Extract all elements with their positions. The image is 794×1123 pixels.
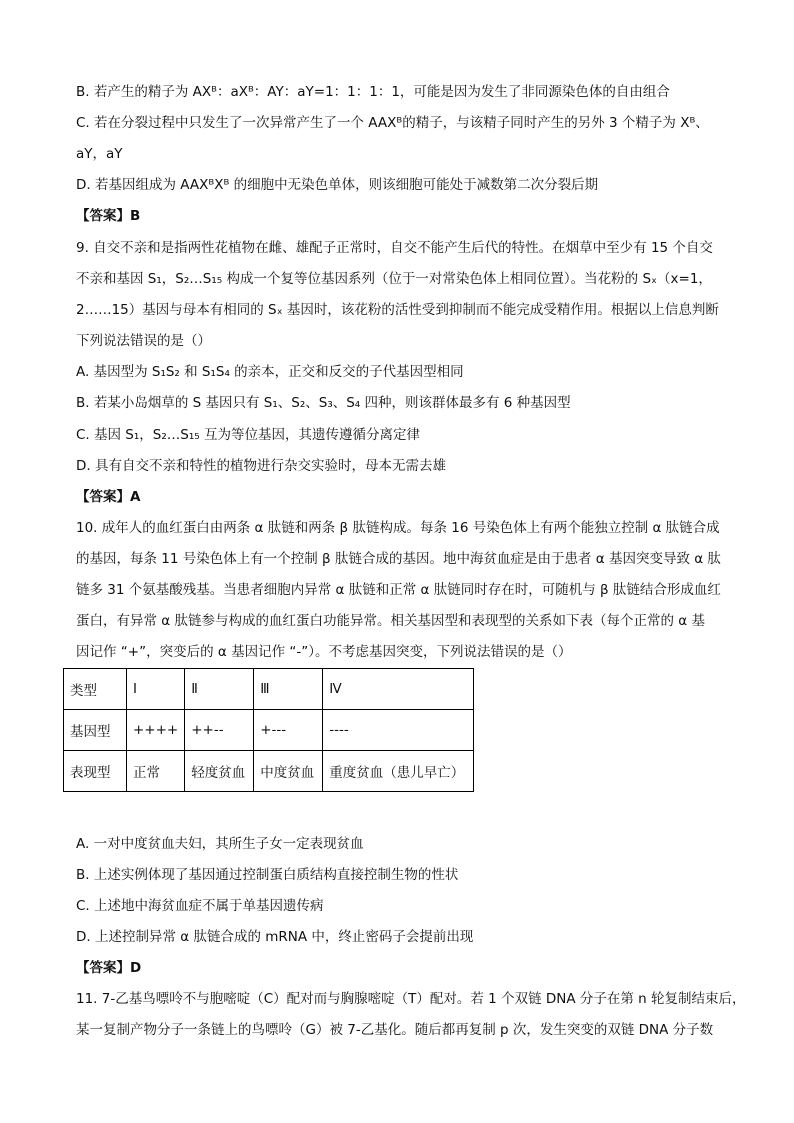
q10-stem-line5: 因记作 “+”，突变后的 α 基因记作 “-”）。不考虑基因突变，下列说法错误的是（） xyxy=(76,644,572,660)
genotype-phenotype-table xyxy=(63,668,474,792)
q9-stem-line2: 不亲和基因 S₁，S₂…S₁₅ 构成一个复等位基因系列（位于一对常染色体上相同位置）。当花粉的 Sₓ（x=1， xyxy=(76,271,712,287)
q8-answer: 【答案】B xyxy=(76,208,141,224)
q11-stem-line1: 11. 7-乙基鸟嘌呤不与胞嘧啶（C）配对而与胸腺嘧啶（T）配对。若 1 个双链 DNA 分子在第 n 轮复制结束后， xyxy=(76,991,746,1007)
q10-option-c: C. 上述地中海贫血症不属于单基因遗传病 xyxy=(76,898,324,914)
table-row xyxy=(64,669,474,710)
q9-option-a: A. 基因型为 S₁S₂ 和 S₁S₄ 的亲本，正交和反交的子代基因型相同 xyxy=(76,364,464,380)
table-cell: 类型 xyxy=(64,669,127,710)
q8-option-c-line2: aY，aY xyxy=(76,146,123,162)
table-row xyxy=(64,710,474,751)
q10-option-a: A. 一对中度贫血夫妇，其所生子女一定表现贫血 xyxy=(76,836,364,852)
q10-stem-line4: 蛋白，有异常 α 肽链参与构成的血红蛋白功能异常。相关基因型和表现型的关系如下表（每个正常的 α 基 xyxy=(76,613,705,629)
q9-option-c: C. 基因 S₁，S₂…S₁₅ 互为等位基因，其遗传遵循分离定律 xyxy=(76,427,420,443)
q9-stem-line1: 9. 自交不亲和是指两性花植物在雌、雄配子正常时，自交不能产生后代的特性。在烟草中至少有 15 个自交 xyxy=(76,240,713,256)
table-cell: ---- xyxy=(323,710,474,751)
q9-stem-line3: 2……15）基因与母本有相同的 Sₓ 基因时，该花粉的活性受到抑制而不能完成受精作用。根据以上信息判断 xyxy=(76,302,719,318)
table-cell: ++++ xyxy=(127,710,185,751)
table-cell: ++-- xyxy=(185,710,254,751)
q10-stem-line2: 的基因，每条 11 号染色体上有一个控制 β 肽链合成的基因。地中海贫血症是由于患者 α 基因突变导致 α 肽 xyxy=(76,551,721,567)
table-cell: Ⅰ xyxy=(127,669,185,710)
q8-option-d: D. 若基因组成为 AAXᴮXᴮ 的细胞中无染色单体，则该细胞可能处于减数第二次分裂后期 xyxy=(76,177,599,193)
q10-option-b: B. 上述实例体现了基因通过控制蛋白质结构直接控制生物的性状 xyxy=(76,867,459,883)
table-cell: Ⅱ xyxy=(185,669,254,710)
table-cell: 表现型 xyxy=(64,751,127,792)
q11-stem-line2: 某一复制产物分子一条链上的鸟嘌呤（G）被 7-乙基化。随后都再复制 p 次，发生突变的双链 DNA 分子数 xyxy=(76,1022,714,1038)
table-row xyxy=(64,751,474,792)
table-cell: 重度贫血（患儿早亡） xyxy=(323,751,474,792)
q9-stem-line4: 下列说法错误的是（） xyxy=(76,333,211,349)
q10-option-d: D. 上述控制异常 α 肽链合成的 mRNA 中，终止密码子会提前出现 xyxy=(76,929,474,945)
q10-stem-line3: 链多 31 个氨基酸残基。当患者细胞内异常 α 肽链和正常 α 肽链同时存在时，可随机与 β 肽链结合形成血红 xyxy=(76,582,721,598)
table-cell: +--- xyxy=(254,710,323,751)
q8-option-c-line1: C. 若在分裂过程中只发生了一次异常产生了一个 AAXᴮ的精子，与该精子同时产生的另外 3 个精子为 Xᴮ、 xyxy=(76,115,709,131)
q10-stem-line1: 10. 成年人的血红蛋白由两条 α 肽链和两条 β 肽链构成。每条 16 号染色体上有两个能独立控制 α 肽链合成 xyxy=(76,520,720,536)
q9-option-b: B. 若某小岛烟草的 S 基因只有 S₁、S₂、S₃、S₄ 四种，则该群体最多有 6 种基因型 xyxy=(76,395,571,411)
table-cell: 轻度贫血 xyxy=(185,751,254,792)
table-cell: 中度贫血 xyxy=(254,751,323,792)
table-cell: 基因型 xyxy=(64,710,127,751)
q8-option-b: B. 若产生的精子为 AXᴮ：aXᴮ：AY：aY=1：1：1：1，可能是因为发生了非同源染色体的自由组合 xyxy=(76,84,670,100)
q9-option-d: D. 具有自交不亲和特性的植物进行杂交实验时，母本无需去雄 xyxy=(76,458,446,474)
table-cell: Ⅳ xyxy=(323,669,474,710)
table-cell: 正常 xyxy=(127,751,185,792)
q9-answer: 【答案】A xyxy=(76,489,141,505)
table-cell: Ⅲ xyxy=(254,669,323,710)
q10-answer: 【答案】D xyxy=(76,960,142,976)
